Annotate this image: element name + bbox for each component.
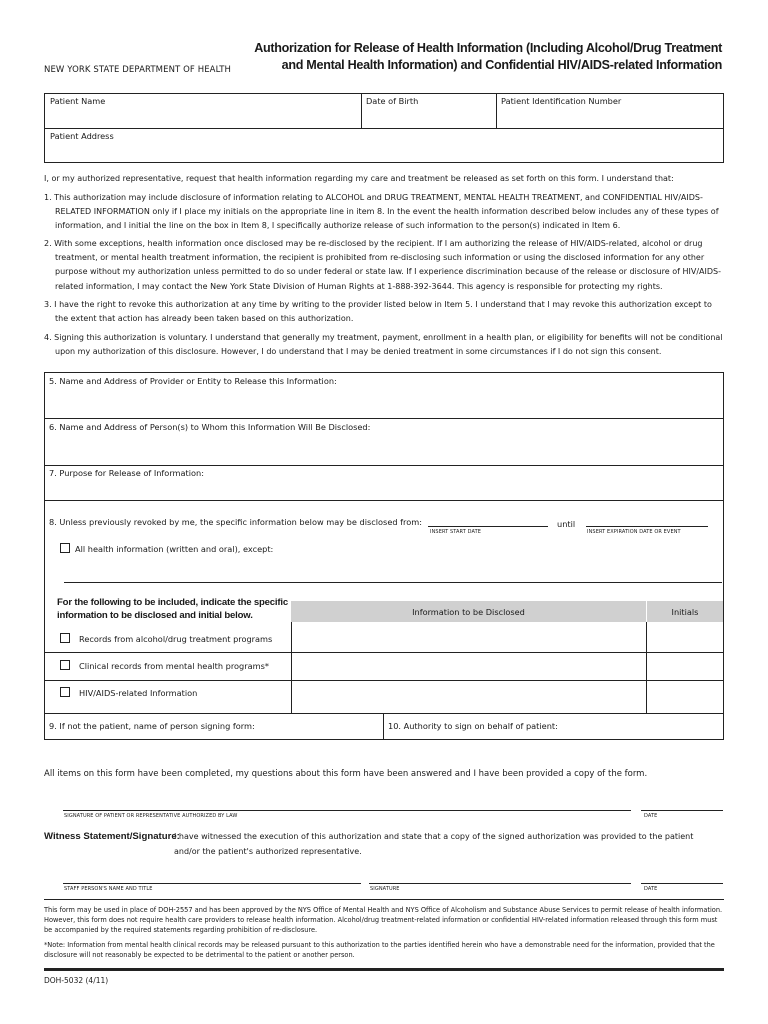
hiv-aids-checkbox[interactable] (60, 687, 70, 697)
witness-statement-line2: and/or the patient's authorized representative. (174, 847, 362, 856)
witness-statement-line1: I have witnessed the execution of this authorization and state that a copy of the signed authorization was provided to the patient (174, 832, 694, 841)
item-5-label: 5. Name and Address of Provider or Entity to Release this Information: (49, 376, 337, 386)
patient-date-caption: DATE (644, 813, 658, 819)
patient-id-field[interactable] (498, 106, 722, 126)
footer-thick-divider (44, 968, 724, 971)
intro-text: I, or my authorized representative, request that health information regarding my care and treatment be released as set forth on this form. I understand that: (44, 174, 674, 183)
patient-signature-line[interactable] (63, 810, 631, 811)
date-of-birth-field[interactable] (363, 106, 494, 126)
item-4-text: 4. Signing this authorization is voluntary. I understand that generally my treatment, payment, enrollment in a health plan, or eligibility for benefits will not be conditional upon my authorization of this disclosure. However, I do understand that I may be denied treatment in some circumstances if I do not sign this consent. (44, 333, 723, 357)
witness-date-caption: DATE (644, 886, 658, 892)
info-disclosed-header: Information to be Disclosed (412, 607, 525, 617)
alcohol-drug-initials-field[interactable] (647, 623, 723, 651)
following-instructions (57, 596, 288, 622)
mental-health-info-field[interactable] (292, 653, 645, 679)
mental-health-label: Clinical records from mental health programs* (79, 661, 269, 671)
recipient-field[interactable] (46, 434, 722, 463)
date-of-birth-label: Date of Birth (366, 96, 419, 106)
start-date-line[interactable] (428, 526, 548, 527)
divider (44, 500, 724, 501)
following-instructions-line1: For the following to be included, indicate the specific (57, 597, 288, 608)
witness-signature-caption: SIGNATURE (370, 886, 400, 892)
expiration-date-line[interactable] (586, 526, 708, 527)
form-title-line2: and Mental Health Information) and Confidential HIV/AIDS-related Information (281, 58, 722, 72)
alcohol-drug-info-field[interactable] (292, 623, 645, 651)
form-number: DOH-5032 (4/11) (44, 976, 109, 985)
staff-name-line[interactable] (63, 883, 361, 884)
expiration-date-caption: INSERT EXPIRATION DATE OR EVENT (587, 529, 681, 535)
patient-date-line[interactable] (641, 810, 723, 811)
initials-header: Initials (671, 607, 699, 617)
patient-signature-caption: SIGNATURE OF PATIENT OR REPRESENTATIVE AUTHORIZED BY LAW (64, 813, 238, 819)
mental-health-initials-field[interactable] (647, 653, 723, 679)
hiv-aids-label: HIV/AIDS-related Information (79, 688, 198, 698)
patient-address-field[interactable] (46, 142, 722, 161)
start-date-caption: INSERT START DATE (430, 529, 482, 535)
patient-id-label: Patient Identification Number (501, 96, 622, 106)
item-3-text: 3. I have the right to revoke this authorization at any time by writing to the provider listed below in Item 5. I understand that I may revoke this authorization except to the extent that action has already been taken based on this authorization. (44, 300, 712, 324)
alcohol-drug-label: Records from alcohol/drug treatment programs (79, 634, 273, 644)
form-title-line1: Authorization for Release of Health Information (Including Alcohol/Drug Treatment (254, 41, 722, 55)
item-7-label: 7. Purpose for Release of Information: (49, 468, 204, 478)
divider (44, 128, 724, 129)
department-name: NEW YORK STATE DEPARTMENT OF HEALTH (44, 65, 232, 75)
purpose-field[interactable] (46, 479, 722, 498)
divider (361, 93, 362, 128)
hiv-aids-info-field[interactable] (292, 681, 645, 712)
divider (496, 93, 497, 128)
item-1-text: 1. This authorization may include disclosure of information relating to ALCOHOL and DRUG TREATMENT, MENTAL HEALTH TREATMENT, and CONFIDENTIAL HIV/AIDS-RELATED INFORMATION only if I place my initials on the appropriate line in item 8. In the event the health information described below includes any of these types of information, and I initial the line on the box in Item 8, I specifically authorize release of such information to the person(s) indicated in Item 6. (44, 193, 719, 231)
hiv-aids-initials-field[interactable] (647, 681, 723, 712)
divider (44, 418, 724, 419)
patient-address-label: Patient Address (50, 131, 114, 141)
footer-divider (44, 899, 724, 900)
witness-signature-line[interactable] (369, 883, 631, 884)
witness-date-line[interactable] (641, 883, 723, 884)
divider (383, 713, 384, 740)
staff-name-caption: STAFF PERSON'S NAME AND TITLE (64, 886, 153, 892)
all-health-label: All health information (written and oral), except: (75, 544, 274, 554)
alcohol-drug-checkbox[interactable] (60, 633, 70, 643)
completion-statement: All items on this form have been completed, my questions about this form have been answered and I have been provided a copy of the form. (44, 769, 648, 779)
item-10-label: 10. Authority to sign on behalf of patient: (388, 721, 558, 731)
form-title (242, 40, 722, 74)
item-9-label: 9. If not the patient, name of person signing form: (49, 721, 255, 731)
following-instructions-line2: information to be disclosed and initial below. (57, 610, 253, 621)
footer-note: This form may be used in place of DOH-2557 and has been approved by the NYS Office of Mental Health and NYS Office of Alcoholism and Substance Abuse Services to permit release of health information. However, this form does not require health care providers to release health information. Alcohol/drug treatment-related information or confidential HIV-related information released through this form must be accompanied by the required statements regarding prohibition of re-disclosure. (44, 906, 723, 935)
until-label: until (557, 519, 576, 529)
divider (44, 713, 724, 714)
provider-field[interactable] (46, 388, 722, 416)
witness-label: Witness Statement/Signature: (44, 831, 180, 842)
item-8-label: 8. Unless previously revoked by me, the specific information below may be disclosed from: (49, 517, 422, 527)
exceptions-line[interactable] (64, 582, 722, 583)
item-2-text: 2. With some exceptions, health information once disclosed may be re-disclosed by the recipient. If I am authorizing the release of HIV/AIDS-related, alcohol or drug treatment, or mental health treatment information, the recipient is prohibited from re-disclosing such information or using the disclosed information for any other purpose without my authorization unless permitted to do so under federal or state law. If I experience discrimination because of the release or disclosure of HIV/AIDS-related information, I may contact the New York State Division of Human Rights at 1-888-392-3644. This agency is responsible for protecting my rights. (44, 239, 722, 291)
divider (44, 465, 724, 466)
item-6-label: 6. Name and Address of Person(s) to Whom this Information Will Be Disclosed: (49, 422, 371, 432)
mental-health-checkbox[interactable] (60, 660, 70, 670)
patient-name-field[interactable] (46, 106, 359, 126)
all-health-checkbox[interactable] (60, 543, 70, 553)
patient-name-label: Patient Name (50, 96, 106, 106)
footer-mental-health-note: *Note: Information from mental health clinical records may be released pursuant to this authorization to the parties identified herein who have a demonstrable need for the information, provided that the disclosure will not reasonably be expected to be detrimental to the patient or another person. (44, 941, 715, 960)
